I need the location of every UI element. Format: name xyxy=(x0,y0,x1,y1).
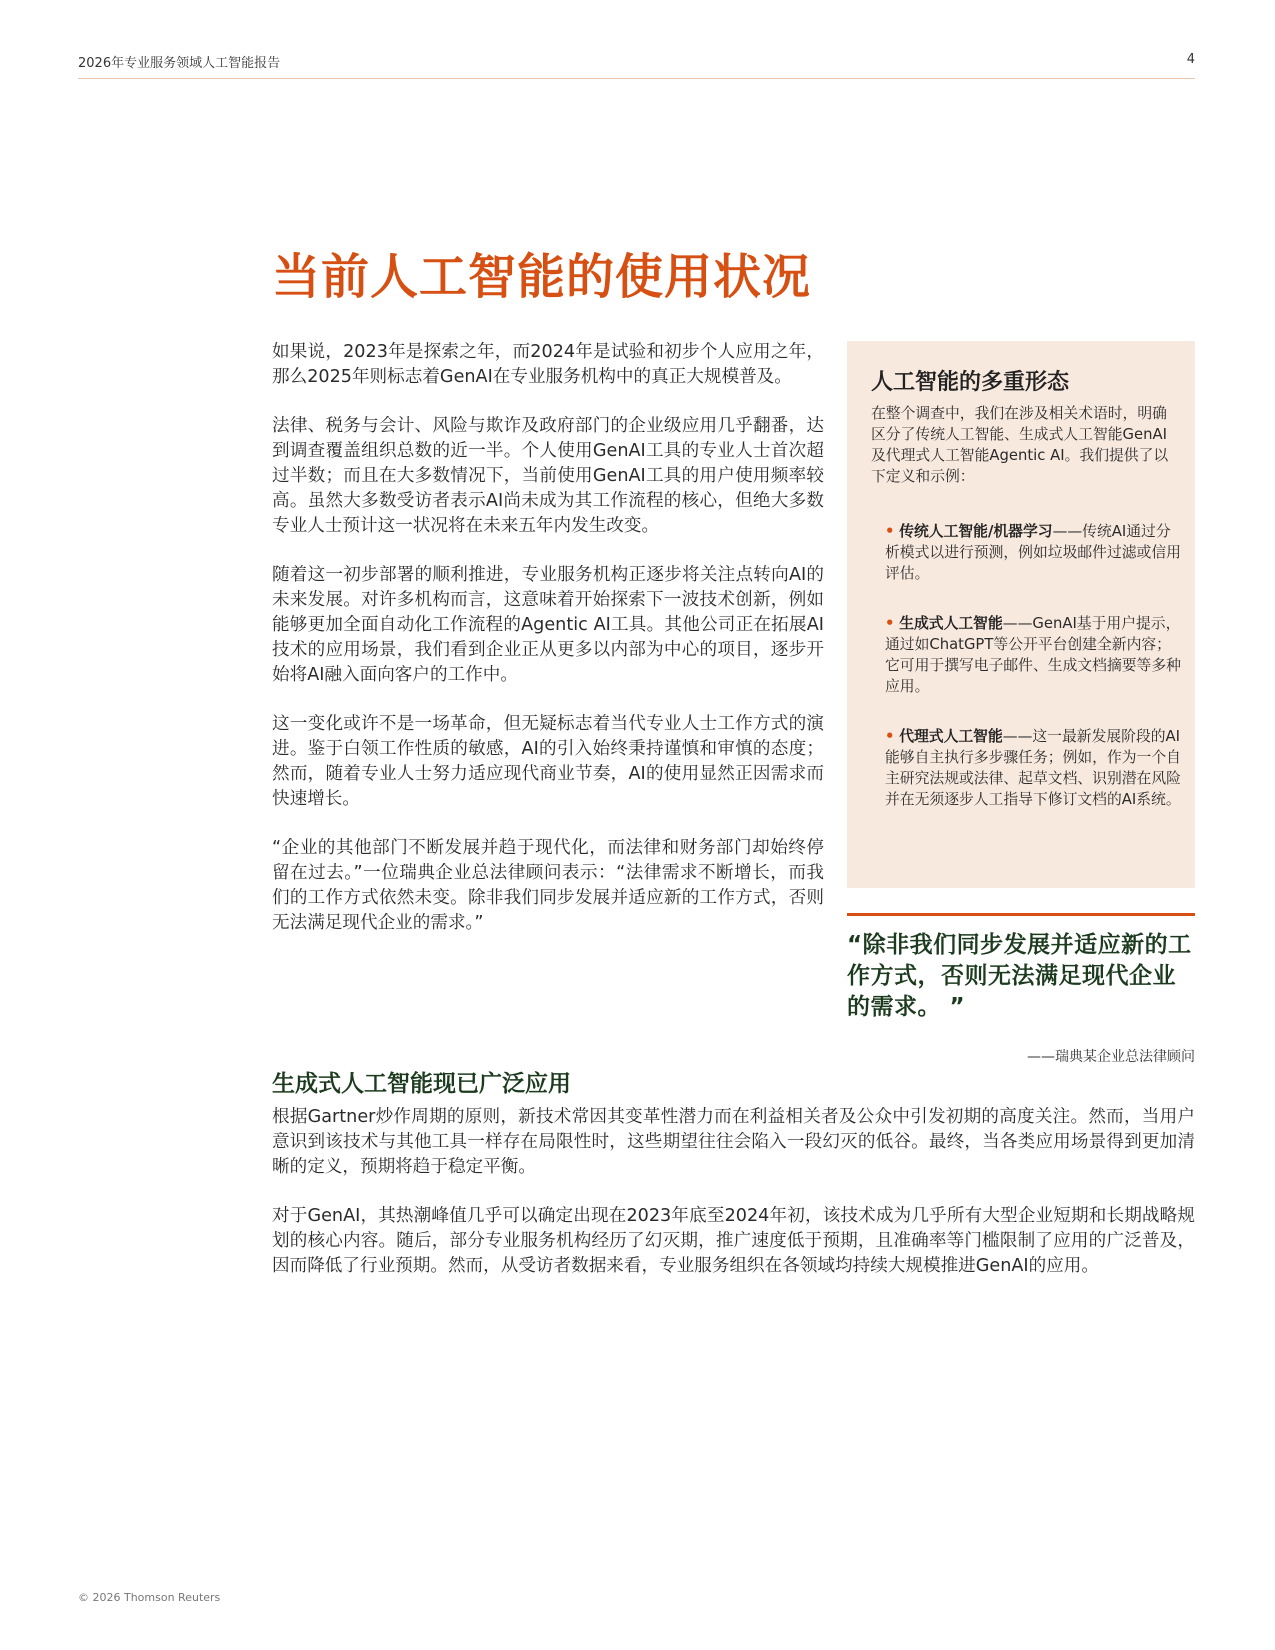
definition-text: ——这一最新发展阶段的AI能够自主执行多步骤任务；例如，作为一个自主研究法规或法律、起草文档、识别潜在风险并在无须逐步人工指导下修订文档的AI系统。 xyxy=(885,728,1181,808)
bullet-icon: • xyxy=(885,728,895,745)
definition-traditional-ai xyxy=(885,521,1181,584)
main-text-column xyxy=(272,340,824,960)
ai-forms-sidebar xyxy=(847,341,1195,888)
definition-generative-ai xyxy=(885,613,1181,697)
paragraph: 法律、税务与会计、风险与欺诈及政府部门的企业级应用几乎翻番，达到调查覆盖组织总数的近一半。个人使用GenAI工具的专业人士首次超过半数；而且在大多数情况下，当前使用GenAI工具的用户使用频率较高。虽然大多数受访者表示AI尚未成为其工作流程的核心，但绝大多数专业人士预计这一状况将在未来五年内发生改变。 xyxy=(272,416,824,536)
sidebar-title: 人工智能的多重形态 xyxy=(871,370,1070,395)
pull-quote-text: “除非我们同步发展并适应新的工作方式，否则无法满足现代企业的需求。 ” xyxy=(847,932,1192,1020)
bullet-icon: • xyxy=(885,523,895,540)
sidebar-intro: 在整个调查中，我们在涉及相关术语时，明确区分了传统人工智能、生成式人工智能GenAI及代理式人工智能Agentic AI。我们提供了以下定义和示例： xyxy=(871,405,1169,485)
report-title: 2026年专业服务领域人工智能报告 xyxy=(78,56,281,71)
definition-text: ——GenAI基于用户提示，通过如ChatGPT等公开平台创建全新内容；它可用于撰写电子邮件、生成文档摘要等多种应用。 xyxy=(885,615,1181,695)
definition-agentic-ai xyxy=(885,726,1181,810)
section-text xyxy=(272,1105,1195,1303)
page-number: 4 xyxy=(1186,52,1195,67)
paragraph: 对于GenAI，其热潮峰值几乎可以确定出现在2023年底至2024年初，该技术成为几乎所有大型企业短期和长期战略规划的核心内容。随后，部分专业服务机构经历了幻灭期，推广速度低于预期，且准确率等门槛限制了应用的广泛普及，因而降低了行业预期。然而，从受访者数据来看，专业服务组织在各领域均持续大规模推进GenAI的应用。 xyxy=(272,1206,1195,1276)
section-heading: 生成式人工智能现已广泛应用 xyxy=(272,1071,571,1097)
paragraph: 根据Gartner炒作周期的原则，新技术常因其变革性潜力而在利益相关者及公众中引发初期的高度关注。然而，当用户意识到该技术与其他工具一样存在局限性时，这些期望往往会陷入一段幻灭的低谷。最终，当各类应用场景得到更加清晰的定义，预期将趋于稳定平衡。 xyxy=(272,1107,1195,1177)
pull-quote xyxy=(847,913,1195,1023)
copyright-footer: © 2026 Thomson Reuters xyxy=(78,1591,221,1604)
quote-attribution: ——瑞典某企业总法律顾问 xyxy=(1027,1049,1195,1065)
definition-term: 代理式人工智能 xyxy=(899,728,1003,745)
page-title: 当前人工智能的使用状况 xyxy=(272,249,812,305)
paragraph: 如果说，2023年是探索之年，而2024年是试验和初步个人应用之年，那么2025年则标志着GenAI在专业服务机构中的真正大规模普及。 xyxy=(272,342,824,387)
paragraph: “企业的其他部门不断发展并趋于现代化，而法律和财务部门却始终停留在过去。”一位瑞典企业总法律顾问表示：“法律需求不断增长，而我们的工作方式依然未变。除非我们同步发展并适应新的工作方式，否则无法满足现代企业的需求。” xyxy=(272,838,824,933)
paragraph: 随着这一初步部署的顺利推进，专业服务机构正逐步将关注点转向AI的未来发展。对许多机构而言，这意味着开始探索下一波技术创新，例如能够更加全面自动化工作流程的Agentic AI工具。其他公司正在拓展AI技术的应用场景，我们看到企业正从更多以内部为中心的项目，逐步开始将AI融入面向客户的工作中。 xyxy=(272,565,824,685)
definition-term: 生成式人工智能 xyxy=(899,615,1003,632)
bullet-icon: • xyxy=(885,615,895,632)
paragraph: 这一变化或许不是一场革命，但无疑标志着当代专业人士工作方式的演进。鉴于白领工作性质的敏感，AI的引入始终秉持谨慎和审慎的态度；然而，随着专业人士努力适应现代商业节奏，AI的使用显然正因需求而快速增长。 xyxy=(272,714,824,809)
page-header xyxy=(78,52,1195,79)
definition-term: 传统人工智能/机器学习 xyxy=(899,523,1053,540)
definition-text: ——传统AI通过分析模式以进行预测，例如垃圾邮件过滤或信用评估。 xyxy=(885,523,1181,582)
